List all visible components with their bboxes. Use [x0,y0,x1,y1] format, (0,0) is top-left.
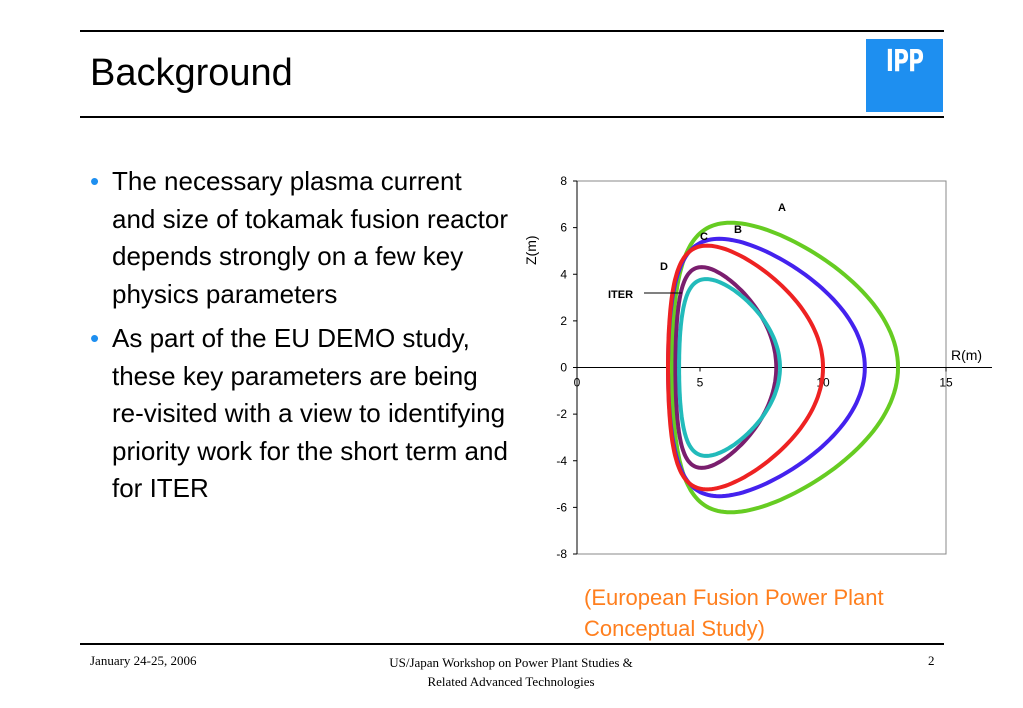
series-label-a: A [778,202,786,214]
y-axis-label: Z(m) [523,235,539,265]
x-axis-label: R(m) [951,347,983,363]
plasma-shape-chart [510,165,1010,575]
bullet-text: The necessary plasma current and size of tokamak fusion reactor depends strongly on a few key physics parameters [112,166,508,309]
x-tick-label: 0 [573,375,581,390]
top-rule [80,30,944,32]
bullet-text: As part of the EU DEMO study, these key parameters are being re-visited with a view to identifying priority work for the short term and for ITER [112,323,508,503]
y-tick-label: 0 [560,360,567,375]
title-rule [80,116,944,118]
footer-event-line2: Related Advanced Technologies [427,674,595,689]
y-tick-label: -2 [556,407,567,422]
ipp-logo [866,39,943,112]
series-label-d: D [660,261,668,273]
y-tick-label: 6 [560,220,567,235]
bullet-item [90,320,510,508]
bullet-icon: • [90,323,100,353]
bullet-icon: • [90,166,100,196]
figure-caption: (European Fusion Power Plant Conceptual Study) [584,585,884,641]
x-tick-label: 10 [816,375,830,390]
y-tick-label: -8 [556,547,567,561]
footer-date: January 24-25, 2006 [90,653,197,668]
series-label-b: B [734,224,742,236]
page-number: 2 [928,653,935,668]
slide-title: Background [90,52,293,94]
logo-text: IPP [885,44,924,79]
footer-event [330,653,692,691]
series-label-iter: ITER [608,289,634,301]
y-tick-label: 8 [560,174,567,188]
y-tick-label: 2 [560,313,567,328]
x-tick-label: 5 [696,375,704,390]
y-tick-label: 4 [560,267,567,282]
bullet-item [90,163,510,313]
bullet-list [90,163,510,515]
y-tick-label: -6 [556,500,567,515]
x-tick-label: 15 [939,375,953,390]
footer-rule [80,643,944,645]
y-tick-label: -4 [556,453,567,468]
series-label-c: C [700,231,708,243]
footer-event-line1: US/Japan Workshop on Power Plant Studies & [389,655,633,670]
